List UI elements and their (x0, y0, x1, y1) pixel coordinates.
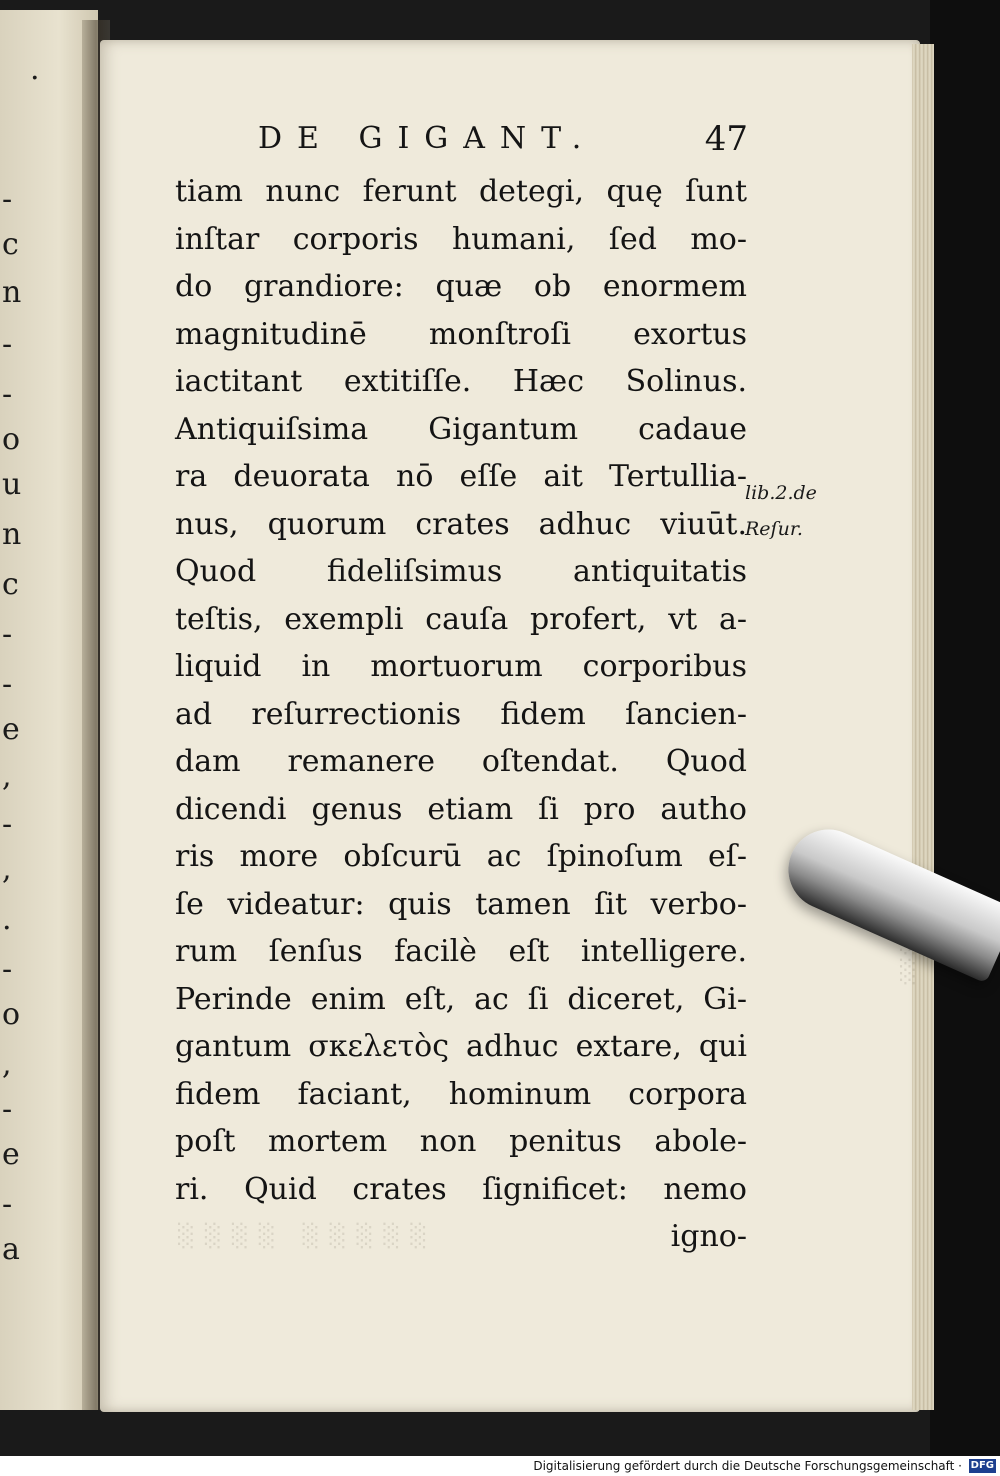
text-line: Quod fideliſsimus antiquitatis (175, 554, 747, 589)
text-line: magnitudinē monſtroſi exortus (175, 316, 747, 352)
facing-page-char: - (2, 1092, 13, 1127)
footer-credit: Digitalisierung gefördert durch die Deutsche Forschungsgemeinschaft · (533, 1459, 962, 1473)
text-line: poſt mortem non penitus abole- (175, 1124, 747, 1159)
body-text (175, 168, 747, 1261)
text-line: do grandiore: quæ ob enormem (175, 269, 747, 304)
facing-page-char: , (2, 759, 12, 794)
facing-page-char: u (2, 467, 22, 502)
facing-page-char: - (2, 377, 13, 412)
facing-page-char: c (2, 227, 19, 262)
facing-page-char: - (2, 327, 13, 362)
text-line: Perinde enim eſt, ac ſi diceret, Gi- (175, 981, 747, 1017)
facing-page-char: , (2, 1047, 12, 1082)
text-line: inſtar corporis humani, ſed mo- (175, 221, 747, 257)
dfg-logo: DFG (970, 1460, 994, 1471)
facing-page-char: - (2, 952, 13, 987)
facing-page-char: a (2, 1232, 20, 1267)
marginal-note-line: lib.2.de (745, 482, 817, 504)
facing-page-char: . (30, 52, 40, 87)
text-line: rum ſenſus facilè eſt intelligere. (175, 934, 747, 969)
facing-page-char: - (2, 807, 13, 842)
facing-page-char: c (2, 567, 19, 602)
facing-page-char: n (2, 275, 22, 310)
page-header (258, 115, 748, 163)
text-line: gantum σκελετὸς adhuc extare, qui (175, 1029, 747, 1064)
text-line: fidem faciant, hominum corpora (175, 1076, 747, 1112)
facing-page-char: . (2, 902, 12, 937)
text-line: ris more obſcurū ac ſpinoſum eſ- (175, 839, 747, 874)
running-title: DE GIGANT. (258, 121, 597, 156)
facing-page-char: n (2, 517, 22, 552)
facing-page-char: o (2, 422, 21, 457)
show-through-text-bottom: ░░░░ ░░░░░ (178, 1224, 438, 1249)
facing-page-char: , (2, 852, 12, 887)
facing-page-char: - (2, 617, 13, 652)
text-line: tiam nunc ferunt detegi, quę ſunt (175, 174, 747, 209)
facing-page-char: - (2, 1187, 13, 1222)
text-line: ri. Quid crates ſignificet: nemo (175, 1171, 747, 1207)
text-line: ad reſurrectionis fidem ſancien- (175, 696, 747, 732)
marginal-note (745, 475, 840, 547)
text-line: igno- (670, 1219, 747, 1254)
facing-page-char: e (2, 712, 20, 747)
show-through-text: ░ (900, 960, 917, 985)
text-line: nus, quorum crates adhuc viuūt. (175, 506, 747, 542)
text-line: iactitant extitiſſe. Hæc Solinus. (175, 364, 747, 399)
text-line: liquid in mortuorum corporibus (175, 649, 747, 684)
dark-background (930, 0, 1000, 1456)
marginal-note-line: Reſur. (745, 518, 803, 540)
text-line: dam remanere oſtendat. Quod (175, 744, 747, 779)
text-line: ra deuorata nō eſſe ait Tertullia- (175, 459, 747, 494)
facing-page-char: - (2, 667, 13, 702)
text-line: Antiquiſsima Gigantum cadaue (175, 411, 747, 447)
page-number: 47 (704, 119, 748, 159)
facing-page-char: o (2, 997, 21, 1032)
footer-bar (0, 1456, 1000, 1476)
facing-page-char: - (2, 182, 13, 217)
page-edges (912, 44, 934, 1410)
text-line: ſe videatur: quis tamen ſit verbo- (175, 886, 747, 922)
text-line: teſtis, exempli cauſa profert, vt a- (175, 601, 747, 637)
text-line: dicendi genus etiam ſi pro autho (175, 791, 747, 827)
facing-page-char: e (2, 1137, 20, 1172)
